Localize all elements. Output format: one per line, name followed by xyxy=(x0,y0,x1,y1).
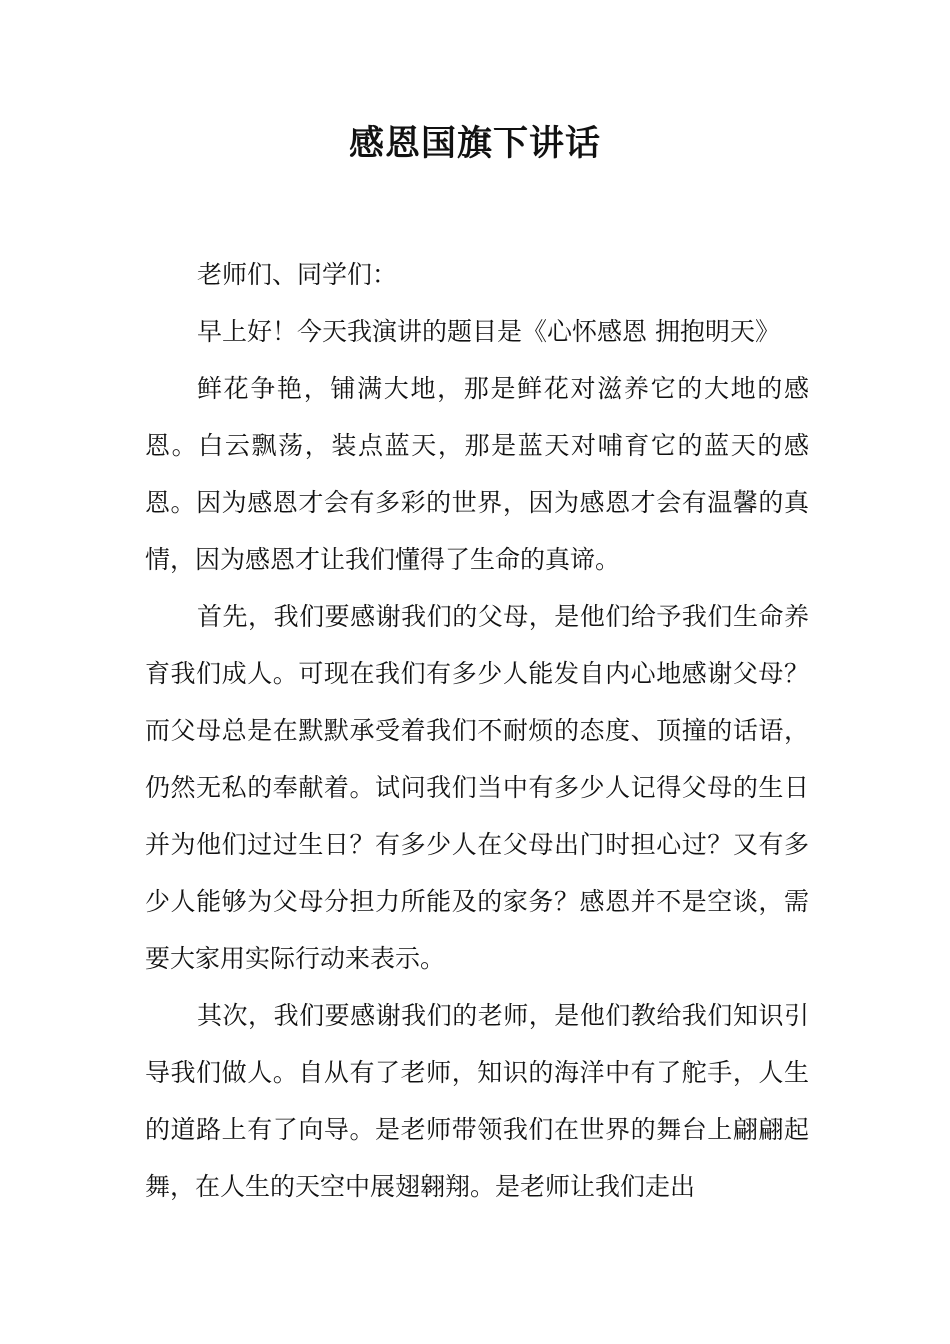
document-body xyxy=(145,246,809,1215)
opening-paragraph: 早上好！今天我演讲的题目是《心怀感恩 拥抱明天》 xyxy=(197,317,780,346)
gratitude-parents-paragraph: 首先，我们要感谢我们的父母，是他们给予我们生命养育我们成人。可现在我们有多少人能发自内心地感谢父母？而父母总是在默默承受着我们不耐烦的态度、顶撞的话语，仍然无私的奉献着。试问我们当中有多少人记得父母的生日并为他们过过生日？有多少人在父母出门时担心过？又有多少人能够为父母分担力所能及的家务？感恩并不是空谈，需要大家用实际行动来表示。 xyxy=(145,602,809,973)
gratitude-nature-paragraph: 鲜花争艳，铺满大地，那是鲜花对滋养它的大地的感恩。白云飘荡，装点蓝天，那是蓝天对哺育它的蓝天的感恩。因为感恩才会有多彩的世界，因为感恩才会有温馨的真情，因为感恩才让我们懂得了生命的真谛。 xyxy=(145,374,809,574)
document-title: 感恩国旗下讲话 xyxy=(348,123,601,164)
greeting-paragraph: 老师们、同学们： xyxy=(197,260,398,289)
gratitude-teachers-paragraph: 其次，我们要感谢我们的老师，是他们教给我们知识引导我们做人。自从有了老师，知识的海洋中有了舵手，人生的道路上有了向导。是老师带领我们在世界的舞台上翩翩起舞，在人生的天空中展翅翱翔。是老师让我们走出 xyxy=(145,1001,809,1201)
